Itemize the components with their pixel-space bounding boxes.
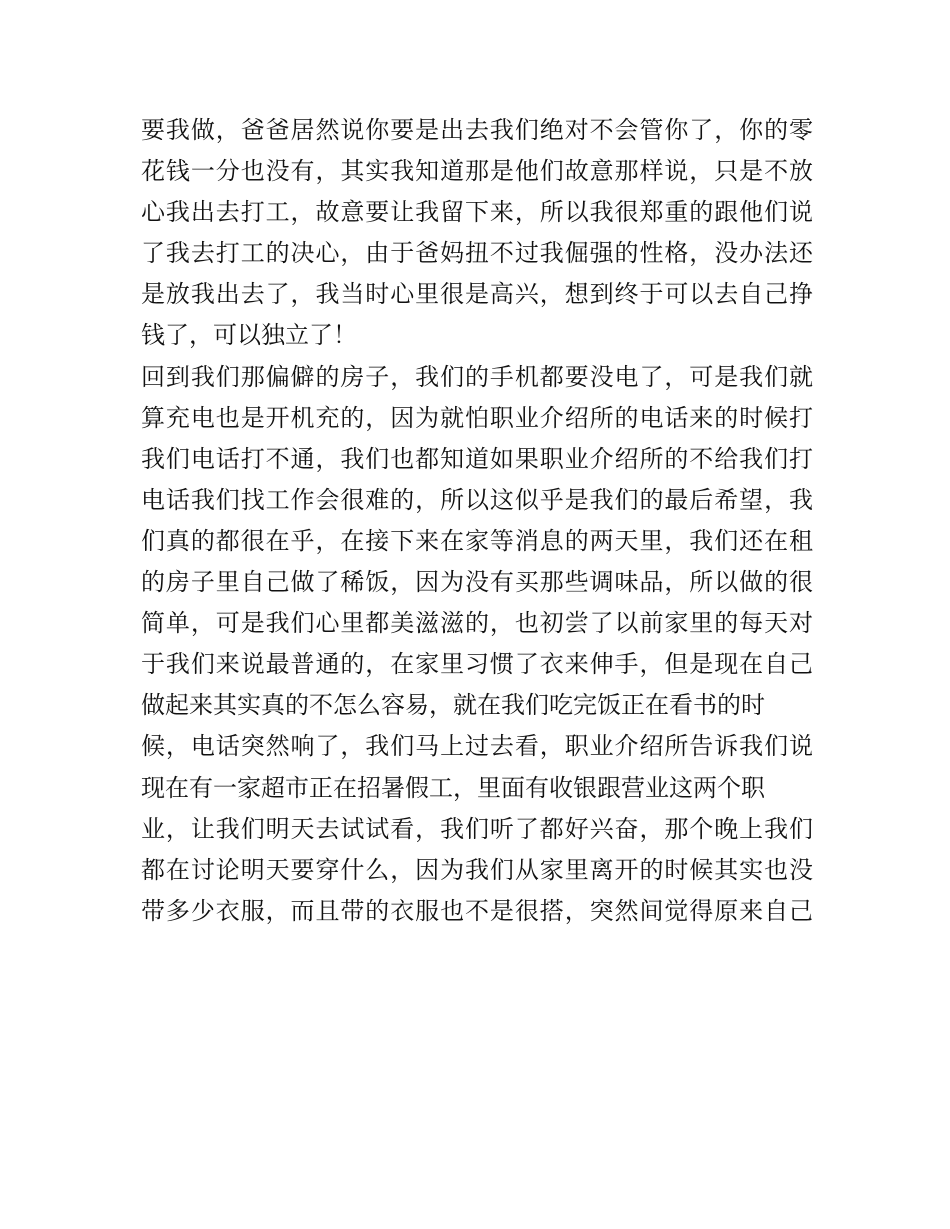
- text-line: 了我去打工的决心，由于爸妈扭不过我倔强的性格，没办法还: [141, 239, 813, 268]
- text-line: 现在有一家超市正在招暑假工，里面有收银跟营业这两个职: [141, 773, 765, 802]
- text-line: 业，让我们明天去试试看，我们听了都好兴奋，那个晚上我们: [141, 814, 813, 843]
- body-text: [141, 110, 813, 932]
- text-line: 候，电话突然响了，我们马上过去看，职业介绍所告诉我们说: [141, 732, 813, 761]
- text-line: 我们电话打不通，我们也都知道如果职业介绍所的不给我们打: [141, 444, 813, 473]
- text-line: 是放我出去了，我当时心里很是高兴，想到终于可以去自己挣: [141, 280, 813, 309]
- text-line: 们真的都很在乎，在接下来在家等消息的两天里，我们还在租: [141, 526, 813, 555]
- text-line: 算充电也是开机充的，因为就怕职业介绍所的电话来的时候打: [141, 403, 813, 432]
- text-line: 带多少衣服，而且带的衣服也不是很搭，突然间觉得原来自己: [141, 896, 813, 925]
- text-line: 钱了，可以独立了！: [141, 321, 357, 350]
- text-line: 都在讨论明天要穿什么，因为我们从家里离开的时候其实也没: [141, 855, 813, 884]
- text-line: 于我们来说最普通的，在家里习惯了衣来伸手，但是现在自己: [141, 650, 813, 679]
- text-line: 回到我们那偏僻的房子，我们的手机都要没电了，可是我们就: [141, 362, 813, 391]
- text-line: 心我出去打工，故意要让我留下来，所以我很郑重的跟他们说: [141, 198, 813, 227]
- text-line: 电话我们找工作会很难的，所以这似乎是我们的最后希望，我: [141, 485, 813, 514]
- text-line: 要我做，爸爸居然说你要是出去我们绝对不会管你了，你的零: [141, 116, 813, 144]
- text-line: 的房子里自己做了稀饭，因为没有买那些调味品，所以做的很: [141, 568, 813, 597]
- text-line: 做起来其实真的不怎么容易，就在我们吃完饭正在看书的时: [141, 691, 765, 720]
- text-line: 简单，可是我们心里都美滋滋的，也初尝了以前家里的每天对: [141, 609, 813, 638]
- text-line: 花钱一分也没有，其实我知道那是他们故意那样说，只是不放: [141, 157, 813, 186]
